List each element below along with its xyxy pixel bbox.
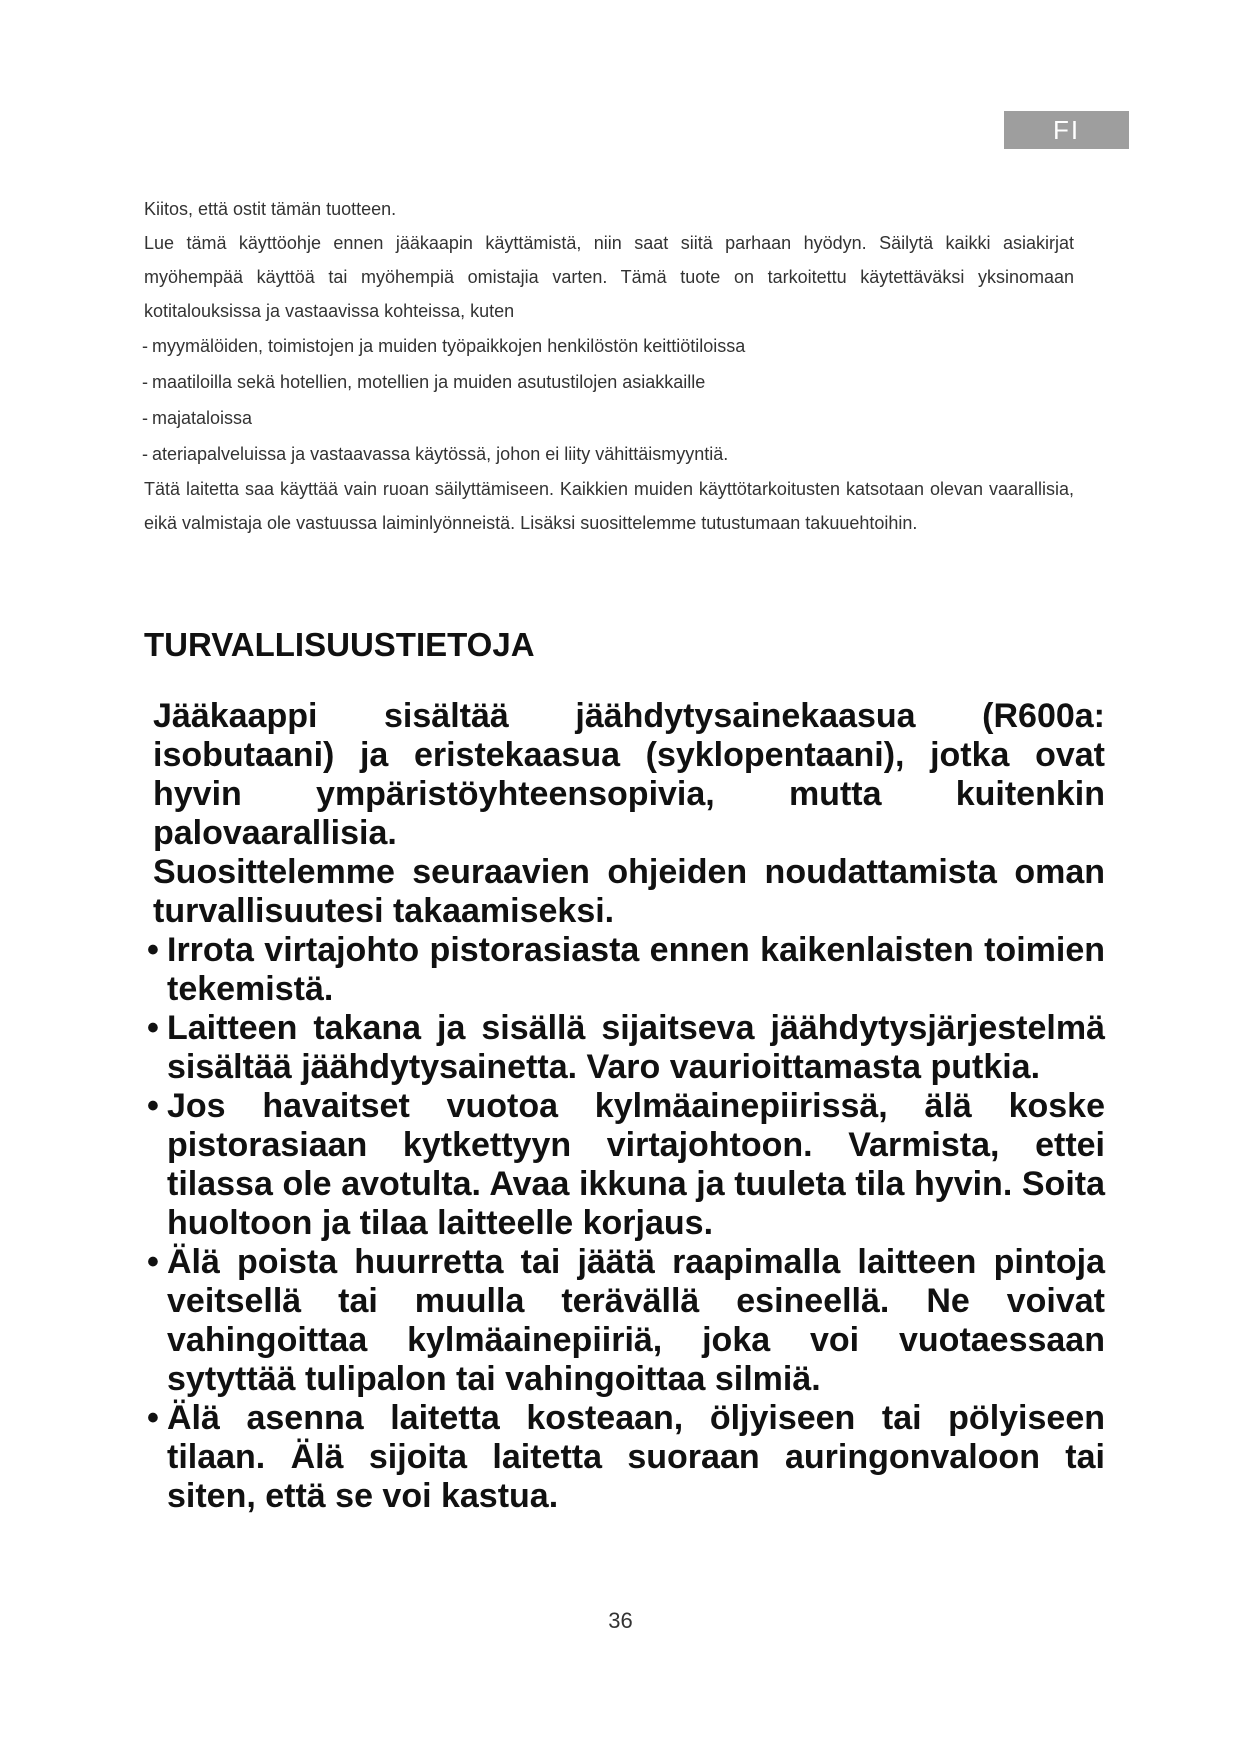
- dash-marker: -: [142, 408, 148, 428]
- dash-marker: -: [142, 336, 148, 356]
- safety-section: [147, 697, 1105, 1516]
- bullet-marker: •: [147, 1399, 159, 1437]
- safety-recommendation: Suosittelemme seuraavien ohjeiden noudattamista oman turvallisuutesi takaamiseksi.: [153, 853, 1105, 930]
- bullet-marker: •: [147, 1243, 159, 1281]
- list-item: - maatiloilla sekä hotellien, motellien ja muiden asutustilojen asiakkaille: [144, 364, 1074, 400]
- list-item: • Irrota virtajohto pistorasiasta ennen kaikenlaisten toimien tekemistä.: [147, 931, 1105, 1008]
- list-item: - ateriapalveluissa ja vastaavassa käytössä, johon ei liity vähittäismyyntiä.: [144, 436, 1074, 472]
- thanks-text: Kiitos, että ostit tämän tuotteen.: [144, 199, 397, 219]
- dash-marker: -: [142, 444, 148, 464]
- safety-instructions-list: [147, 931, 1105, 1516]
- usage-locations-list: [144, 328, 1074, 472]
- page-number: 36: [608, 1608, 633, 1633]
- list-item: - myymälöiden, toimistojen ja muiden työpaikkojen henkilöstön keittiötiloissa: [144, 328, 1074, 364]
- bullet-marker: •: [147, 931, 159, 969]
- intro-paragraph-2: Tätä laitetta saa käyttää vain ruoan säilyttämiseen. Kaikkien muiden käyttötarkoitusten katsotaan olevan vaarallisia, eikä valmistaja ole vastuussa laiminlyönneistä. Lisäksi suosittelemme tutustumaan takuuehtoihin.: [144, 479, 1074, 533]
- list-item: • Jos havaitset vuotoa kylmäainepiirissä, älä koske pistorasiaan kytkettyyn virtajohtoon. Varmista, ettei tilassa ole avotulta. Avaa ikkuna ja tuuleta tila hyvin. Soita huoltoon ja tilaa laitteelle korjaus.: [147, 1087, 1105, 1242]
- dash-marker: -: [142, 372, 148, 392]
- bullet-marker: •: [147, 1009, 159, 1047]
- section-title: TURVALLISUUSTIETOJA: [144, 626, 535, 663]
- bullet-marker: •: [147, 1087, 159, 1125]
- intro-section: [144, 192, 1074, 540]
- intro-paragraph-1: Lue tämä käyttöohje ennen jääkaapin käyttämistä, niin saat siitä parhaan hyödyn. Säilytä kaikki asiakirjat myöhempää käyttöä tai myöhempiä omistajia varten. Tämä tuote on tarkoitettu käytettäväksi yksinomaan kotitalouksissa ja vastaavissa kohteissa, kuten: [144, 233, 1074, 321]
- list-item: - majataloissa: [144, 400, 1074, 436]
- list-item: • Älä asenna laitetta kosteaan, öljyiseen tai pölyiseen tilaan. Älä sijoita laitetta suoraan auringonvaloon tai siten, että se voi kastua.: [147, 1399, 1105, 1515]
- refrigerant-warning: Jääkaappi sisältää jäähdytysainekaasua (R600a: isobutaani) ja eristekaasua (syklopentaani), jotka ovat hyvin ympäristöyhteensopivia, mutta kuitenkin palovaarallisia.: [153, 697, 1105, 852]
- list-item: • Laitteen takana ja sisällä sijaitseva jäähdytysjärjestelmä sisältää jäähdytysainetta. Varo vaurioittamasta putkia.: [147, 1009, 1105, 1086]
- language-badge: FI: [1004, 111, 1129, 149]
- list-item: • Älä poista huurretta tai jäätä raapimalla laitteen pintoja veitsellä tai muulla terävällä esineellä. Ne voivat vahingoittaa kylmäainepiiriä, joka voi vuotaessaan sytyttää tulipalon tai vahingoittaa silmiä.: [147, 1243, 1105, 1398]
